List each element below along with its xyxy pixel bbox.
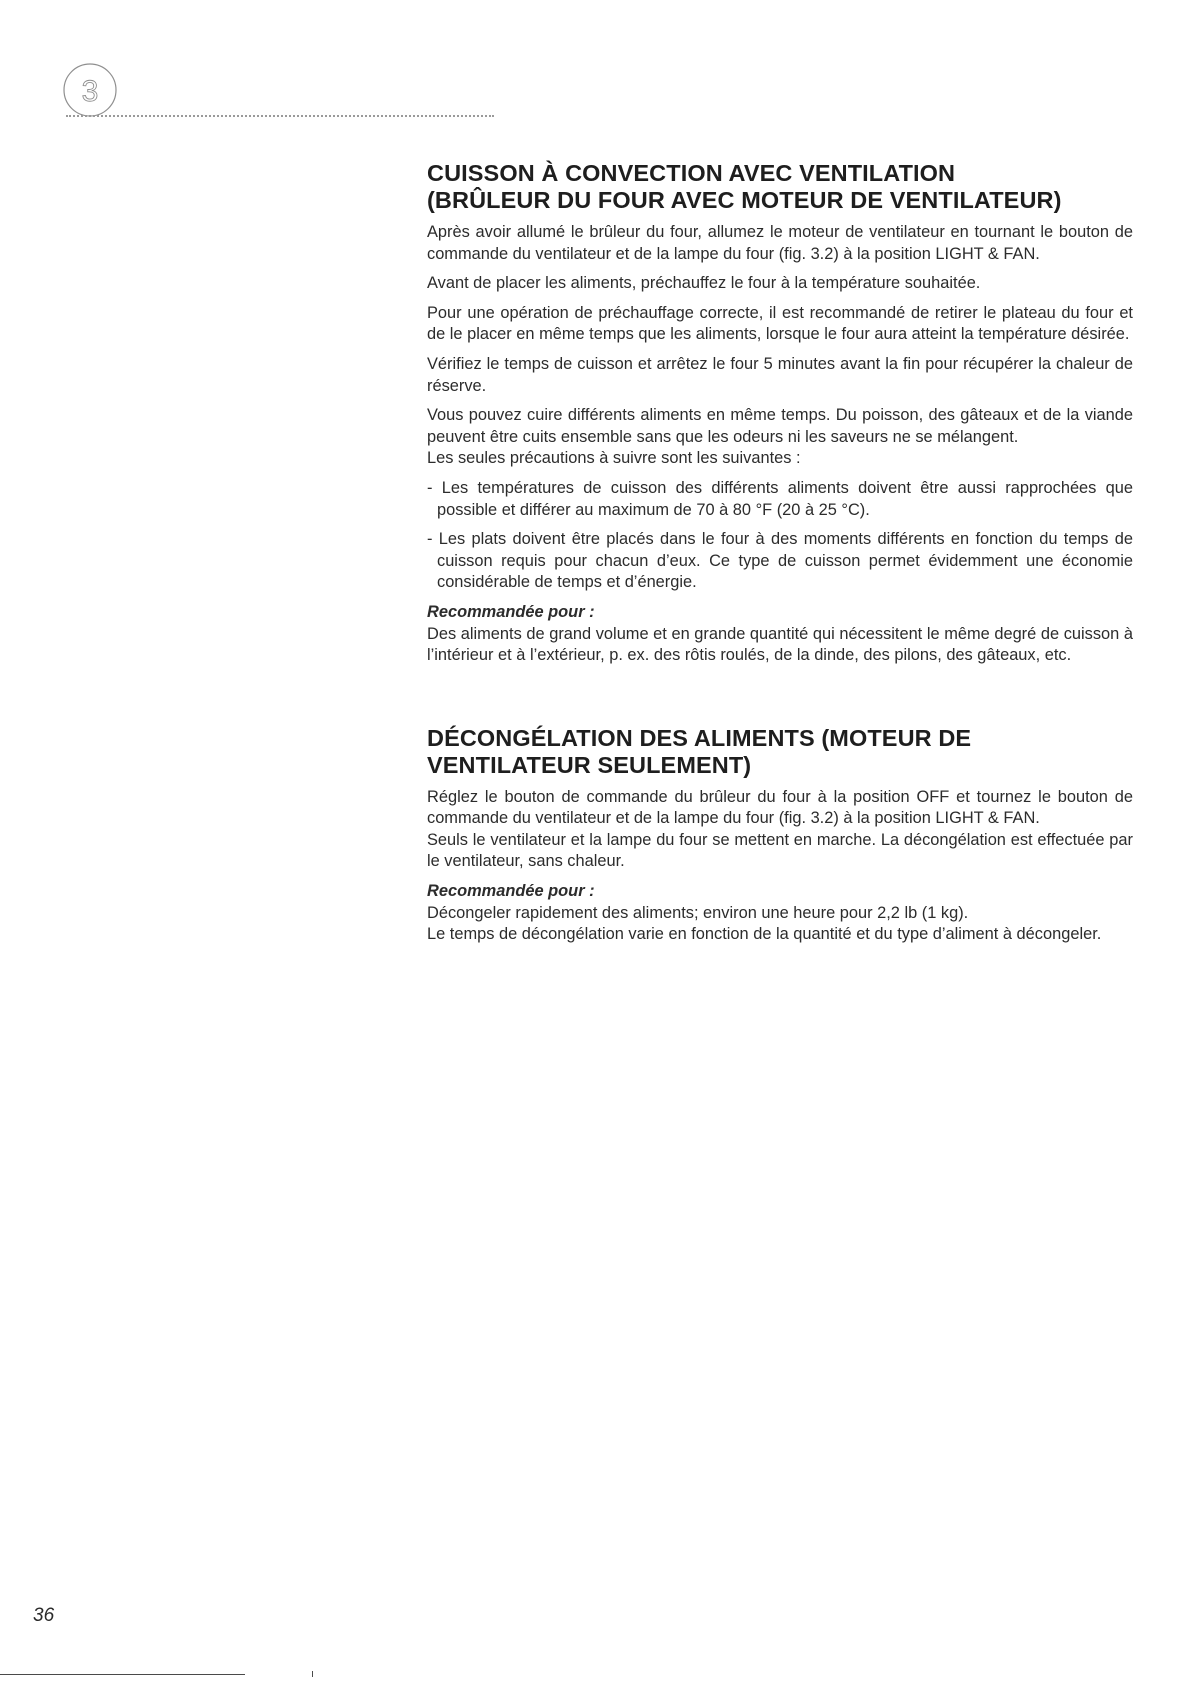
bullet-item: - Les températures de cuisson des différents aliments doivent être aussi rapprochées que possible et différer au maximum de 70 à 80 °F (20 à 25 °C). [427,478,1133,519]
paragraph: Réglez le bouton de commande du brûleur du four à la position OFF et tournez le bouton de commande du ventilateur et de la lampe du four (fig. 3.2) à la position LIGHT & FAN. [427,787,1133,828]
section-title-line: DÉCONGÉLATION DES ALIMENTS (MOTEUR DE [427,724,972,751]
recommended-label: Recommandée pour : [427,602,595,621]
paragraph: Vous pouvez cuire différents aliments en même temps. Du poisson, des gâteaux et de la viande peuvent être cuits ensemble sans que les odeurs ni les saveurs ne se mélangent. [427,406,1133,446]
header-rule [66,115,494,117]
page-number: 36 [33,1605,55,1626]
paragraph: Pour une opération de préchauffage correcte, il est recommandé de retirer le plateau du four et de le placer en même temps que les aliments, lorsque le four aura atteint la température désirée. [427,303,1133,344]
section-title-line: VENTILATEUR SEULEMENT) [427,751,752,778]
recommended-text: Des aliments de grand volume et en grande quantité qui nécessitent le même degré de cuisson à l’intérieur et à l’extérieur, p. ex. des rôtis roulés, de la dinde, des pilons, des gâteaux, etc. [427,624,1133,665]
recommended-text: Le temps de décongélation varie en fonction de la quantité et du type d’aliment à décongeler. [427,925,1102,944]
recommended-label: Recommandée pour : [427,882,595,901]
footer-tick-mark [312,1671,313,1677]
paragraph: Vérifiez le temps de cuisson et arrêtez le four 5 minutes avant la fin pour récupérer la chaleur de réserve. [427,354,1133,395]
section-title-line: CUISSON À CONVECTION AVEC VENTILATION [427,160,956,186]
recommended-text: Décongeler rapidement des aliments; environ une heure pour 2,2 lb (1 kg). [427,903,969,922]
paragraph: Avant de placer les aliments, préchauffez le four à la température souhaitée. [427,274,981,293]
footer-rule [0,1674,245,1675]
section-defrosting [427,725,1133,946]
main-content [427,160,1133,954]
paragraph: Seuls le ventilateur et la lampe du four se mettent en marche. La décongélation est effectuée par le ventilateur, sans chaleur. [427,830,1133,871]
section-title-line: (BRÛLEUR DU FOUR AVEC MOTEUR DE VENTILATEUR) [427,187,1062,213]
section-title [427,160,1133,214]
chapter-circle-icon [62,62,118,118]
section-convection-cooking [427,160,1133,667]
paragraph: Après avoir allumé le brûleur du four, allumez le moteur de ventilateur en tournant le bouton de commande du ventilateur et de la lampe du four (fig. 3.2) à la position LIGHT & FAN. [427,223,1133,263]
section-title [427,725,1133,779]
paragraph: Les seules précautions à suivre sont les suivantes : [427,449,801,468]
chapter-badge [62,62,118,118]
bullet-item: - Les plats doivent être placés dans le four à des moments différents en fonction du temps de cuisson requis pour chacun d’eux. Ce type de cuisson permet évidemment une économie considérable de temps et d’énergie. [427,530,1133,592]
chapter-number: 3 [81,75,99,108]
